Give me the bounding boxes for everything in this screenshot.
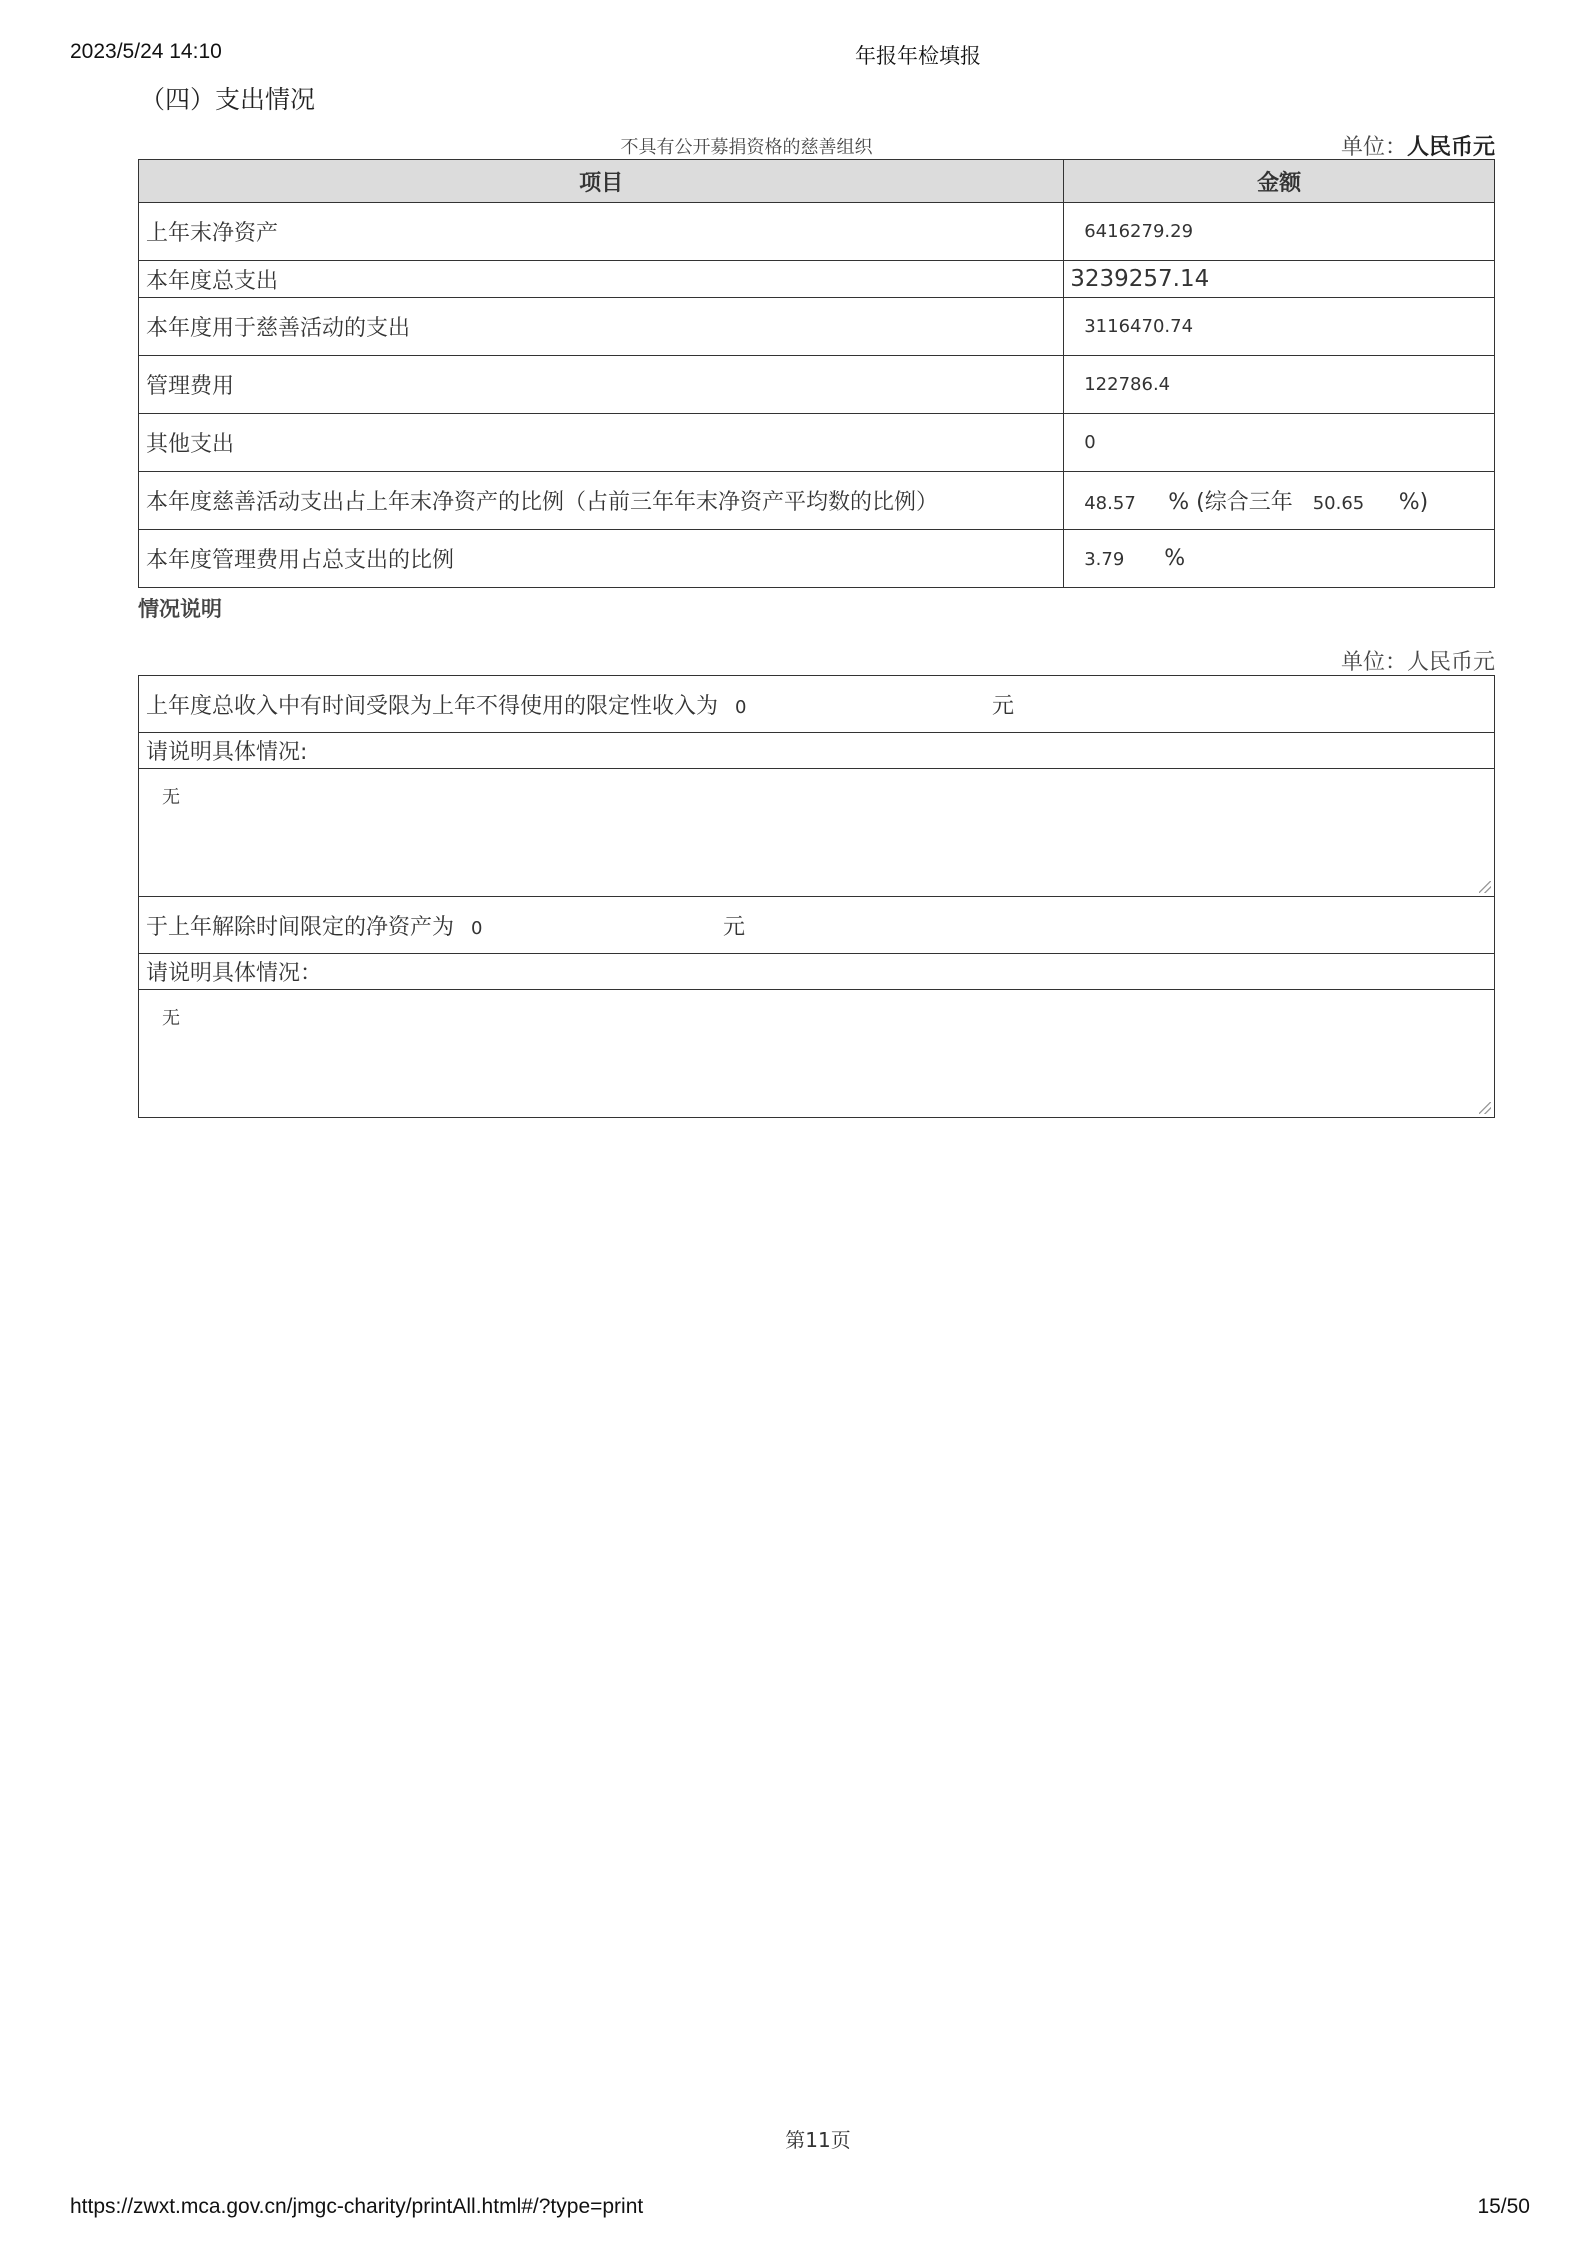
mgmt-ratio-cell [1064,530,1495,588]
table-row [139,203,1495,261]
released-assets-row [139,897,1495,954]
charity-ratio-cell [1064,472,1495,530]
print-page-count: 15/50 [1477,2195,1530,2218]
restricted-income-value: 0 [735,696,747,718]
restricted-desc-label-row [139,733,1495,769]
row-label: 上年末净资产 [139,203,1064,261]
released-desc-textarea[interactable] [139,990,1495,1118]
table-row [139,414,1495,472]
print-title: 年报年检填报 [855,45,981,68]
released-assets-cell [139,897,1495,954]
restricted-desc-text: 无 [162,787,180,808]
section-title: （四）支出情况 [140,85,316,114]
restricted-income-cell [139,676,1495,733]
table-row [139,261,1495,298]
header-item: 项目 [139,160,1064,203]
resize-grip-icon[interactable] [1479,881,1491,893]
released-assets-label: 于上年解除时间限定的净资产为 [146,914,455,940]
released-desc-label: 请说明具体情况： [139,954,1495,990]
total-expense-value: 3239257.14 [1064,261,1495,298]
print-url: https://zwxt.mca.gov.cn/jmgc-charity/printAll.html#/?type=print [70,2195,644,2218]
restricted-desc-label: 请说明具体情况: [139,733,1495,769]
resize-grip-icon[interactable] [1479,1102,1491,1114]
mgmt-ratio-pct: % [1164,546,1186,571]
mgmt-ratio-value: 3.79 [1084,549,1125,570]
explanation-unit: 单位：人民币元 [1340,650,1495,675]
explanation-title: 情况说明 [138,597,222,621]
charity-ratio-value: 48.57 [1084,493,1136,514]
restricted-income-unit: 元 [992,693,1015,719]
net-assets-value: 6416279.29 [1064,203,1495,261]
released-desc-row [139,990,1495,1118]
other-expense-value: 0 [1064,414,1495,472]
restricted-income-row [139,676,1495,733]
released-assets-value: 0 [471,917,483,939]
row-label: 其他支出 [139,414,1064,472]
unit-prefix: 单位： [1340,135,1407,160]
table-row [139,472,1495,530]
org-type-subtitle: 不具有公开募捐资格的慈善组织 [620,137,873,158]
table-header-row [139,160,1495,203]
table-row [139,530,1495,588]
explanation-table [138,675,1495,1118]
unit-label [1341,130,1495,161]
header-amount: 金额 [1064,160,1495,203]
restricted-income-label: 上年度总收入中有时间受限为上年不得使用的限定性收入为 [146,693,719,719]
row-label: 管理费用 [139,356,1064,414]
row-label: 本年度总支出 [139,261,1064,298]
restricted-desc-row [139,769,1495,897]
unit-value: 人民币元 [1406,135,1495,160]
row-label: 本年度慈善活动支出占上年末净资产的比例（占前三年年末净资产平均数的比例） [139,472,1064,530]
row-label: 本年度用于慈善活动的支出 [139,298,1064,356]
table-row [139,356,1495,414]
three-year-ratio-value: 50.65 [1312,493,1365,514]
released-desc-label-row [139,954,1495,990]
print-datetime: 2023/5/24 14:10 [70,40,222,63]
released-assets-unit: 元 [723,914,746,940]
ratio-pct-mid: % (综合三年 [1168,490,1293,515]
released-desc-text: 无 [162,1008,180,1029]
table-row [139,298,1495,356]
management-fee-value: 122786.4 [1064,356,1495,414]
ratio-pct-end: %) [1398,490,1429,515]
restricted-desc-textarea[interactable] [139,769,1495,897]
charity-expense-value: 3116470.74 [1064,298,1495,356]
page-number-label: 第11页 [785,2128,851,2152]
row-label: 本年度管理费用占总支出的比例 [139,530,1064,588]
expenditure-table [138,159,1495,588]
